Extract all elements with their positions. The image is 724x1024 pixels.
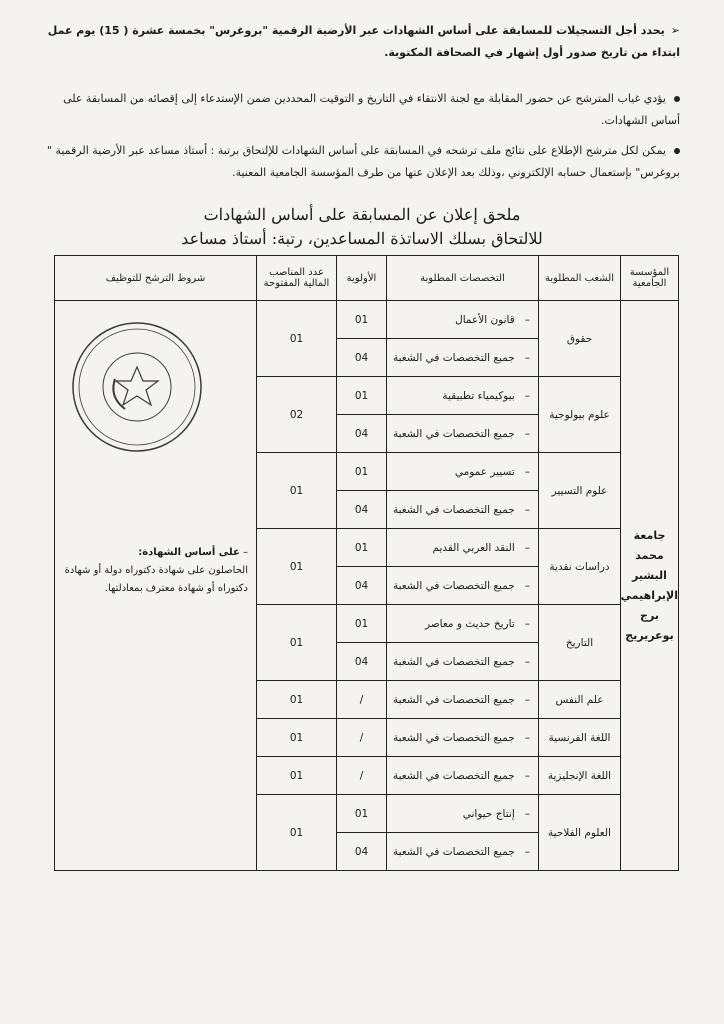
- specialty-text: بيوكيمياء تطبيقية: [442, 389, 515, 402]
- header-priority: الأولوية: [337, 256, 387, 301]
- bullet-icon: [674, 148, 680, 154]
- branch-cell: التاريخ: [539, 605, 621, 681]
- priority-cell: 04: [337, 415, 387, 453]
- priority-cell: /: [337, 681, 387, 719]
- arrow-bullet-icon: ➢: [670, 24, 680, 37]
- intro-item-3-text: يمكن لكل مترشح الإطلاع على نتائج ملف ترشحه في المسابقة على أساس الشهادات للإلتحاق برتبة : أستاذ مساعد عبر الأرضية الرقمية " بروغرس" بإستعمال حسابه الإلكتروني ،وذلك بعد الإعلان عنها من طرف المؤسسة الجامعية المعنية.: [46, 144, 680, 179]
- dash-icon: –: [524, 465, 530, 478]
- positions-cell: 01: [257, 301, 337, 377]
- branch-cell: دراسات نقدية: [539, 529, 621, 605]
- dash-icon: –: [524, 655, 530, 668]
- specialty-cell: [387, 491, 539, 529]
- dash-icon: –: [524, 541, 530, 554]
- priority-cell: 01: [337, 529, 387, 567]
- header-positions: عدد المناصب المالية المفتوحة: [257, 256, 337, 301]
- priority-cell: 01: [337, 377, 387, 415]
- bullet-icon: [674, 96, 680, 102]
- specialty-cell: [387, 529, 539, 567]
- specialty-cell: [387, 377, 539, 415]
- dash-icon: –: [524, 617, 530, 630]
- table-header-row: [55, 256, 679, 301]
- specialty-cell: [387, 795, 539, 833]
- branch-cell: علوم بيولوجية: [539, 377, 621, 453]
- conditions-heading: – على أساس الشهادة:: [138, 547, 248, 558]
- specialty-cell: [387, 833, 539, 871]
- specialty-cell: [387, 339, 539, 377]
- positions-table: [54, 255, 679, 871]
- header-conditions: شروط الترشح للتوظيف: [55, 256, 257, 301]
- dash-icon: –: [524, 313, 530, 326]
- dash-icon: –: [524, 769, 530, 782]
- specialty-text: جميع التخصصات في الشعبة: [392, 693, 515, 706]
- dash-icon: –: [524, 693, 530, 706]
- priority-cell: /: [337, 719, 387, 757]
- intro-item-1: [40, 20, 680, 64]
- positions-cell: 01: [257, 757, 337, 795]
- positions-cell: 01: [257, 681, 337, 719]
- intro-item-1-text: يحدد أجل التسجيلات للمسابقة على أساس الشهادات عبر الأرضية الرقمية "بروغرس" بخمسة عشرة ( 15) يوم عمل ابتداء من تاريخ صدور أول إشهار في الصحافة المكتوبة.: [47, 24, 680, 59]
- specialty-cell: [387, 301, 539, 339]
- specialty-cell: [387, 757, 539, 795]
- branch-cell: اللغة الإنجليزية: [539, 757, 621, 795]
- branch-cell: علوم التسيير: [539, 453, 621, 529]
- table-body: [55, 301, 679, 871]
- annex-title: ملحق إعلان عن المسابقة على أساس الشهادات: [203, 205, 521, 224]
- annex-subtitle: للالتحاق بسلك الاساتذة المساعدين، رتبة: أستاذ مساعد: [181, 229, 543, 248]
- priority-cell: 01: [337, 453, 387, 491]
- institution-cell: جامعة محمد البشير الإبراهيمي برج بوعريريج: [621, 301, 679, 871]
- specialty-text: إنتاج حيواني: [462, 807, 515, 820]
- specialty-text: جميع التخصصات في الشعبة: [392, 731, 515, 744]
- dash-icon: –: [524, 389, 530, 402]
- dash-icon: –: [524, 731, 530, 744]
- specialty-text: قانون الأعمال: [455, 313, 515, 326]
- positions-cell: 01: [257, 453, 337, 529]
- intro-item-2: [40, 88, 680, 132]
- priority-cell: /: [337, 757, 387, 795]
- specialty-text: جميع التخصصات في الشعبة: [392, 769, 515, 782]
- specialty-text: تسيير عمومي: [454, 465, 515, 478]
- specialty-cell: [387, 567, 539, 605]
- positions-cell: 01: [257, 719, 337, 757]
- specialty-cell: [387, 415, 539, 453]
- specialty-text: جميع التخصصات في الشعبة: [392, 503, 515, 516]
- specialty-cell: [387, 605, 539, 643]
- header-branch: الشعب المطلوبة: [539, 256, 621, 301]
- conditions-cell: [55, 301, 257, 871]
- dash-icon: –: [524, 845, 530, 858]
- priority-cell: 04: [337, 339, 387, 377]
- intro-item-2-text: يؤدي غياب المترشح عن حضور المقابلة مع لجنة الانتقاء في التاريخ و التوقيت المحددين ضمن الإستدعاء إلى إقصائه من المسابقة على أساس الشهادات.: [63, 92, 680, 127]
- positions-cell: 01: [257, 605, 337, 681]
- specialty-text: تاريخ حديث و معاصر: [424, 617, 515, 630]
- dash-icon: –: [524, 427, 530, 440]
- priority-cell: 04: [337, 833, 387, 871]
- specialty-text: جميع التخصصات في الشعبة: [392, 427, 515, 440]
- priority-cell: 01: [337, 795, 387, 833]
- intro-item-3: [40, 140, 680, 184]
- table-row: [55, 301, 679, 339]
- specialty-text: جميع التخصصات في الشعبة: [392, 655, 515, 668]
- specialty-cell: [387, 681, 539, 719]
- dash-icon: –: [524, 579, 530, 592]
- positions-cell: 02: [257, 377, 337, 453]
- specialty-cell: [387, 453, 539, 491]
- dash-icon: –: [524, 807, 530, 820]
- branch-cell: علم النفس: [539, 681, 621, 719]
- specialty-cell: [387, 719, 539, 757]
- priority-cell: 04: [337, 491, 387, 529]
- priority-cell: 04: [337, 643, 387, 681]
- header-institution: المؤسسة الجامعية: [621, 256, 679, 301]
- branch-cell: حقوق: [539, 301, 621, 377]
- conditions-title: على أساس الشهادة:: [138, 547, 240, 558]
- dash-icon: –: [524, 503, 530, 516]
- specialty-text: النقد العربي القديم: [432, 541, 515, 554]
- specialty-text: جميع التخصصات في الشعبة: [392, 579, 515, 592]
- priority-cell: 01: [337, 301, 387, 339]
- priority-cell: 01: [337, 605, 387, 643]
- priority-cell: 04: [337, 567, 387, 605]
- conditions-text: الحاصلون على شهادة دكتوراه دولة أو شهادة دكتوراه أو شهادة معترف بمعادلتها.: [64, 565, 248, 594]
- positions-cell: 01: [257, 795, 337, 871]
- specialty-cell: [387, 643, 539, 681]
- positions-cell: 01: [257, 529, 337, 605]
- header-specialty: التخصصات المطلوبة: [387, 256, 539, 301]
- university-stamp: [67, 317, 207, 457]
- branch-cell: اللغة الفرنسية: [539, 719, 621, 757]
- dash-icon: –: [524, 351, 530, 364]
- branch-cell: العلوم الفلاحية: [539, 795, 621, 871]
- specialty-text: جميع التخصصات في الشعبة: [392, 845, 515, 858]
- specialty-text: جميع التخصصات في الشعبة: [392, 351, 515, 364]
